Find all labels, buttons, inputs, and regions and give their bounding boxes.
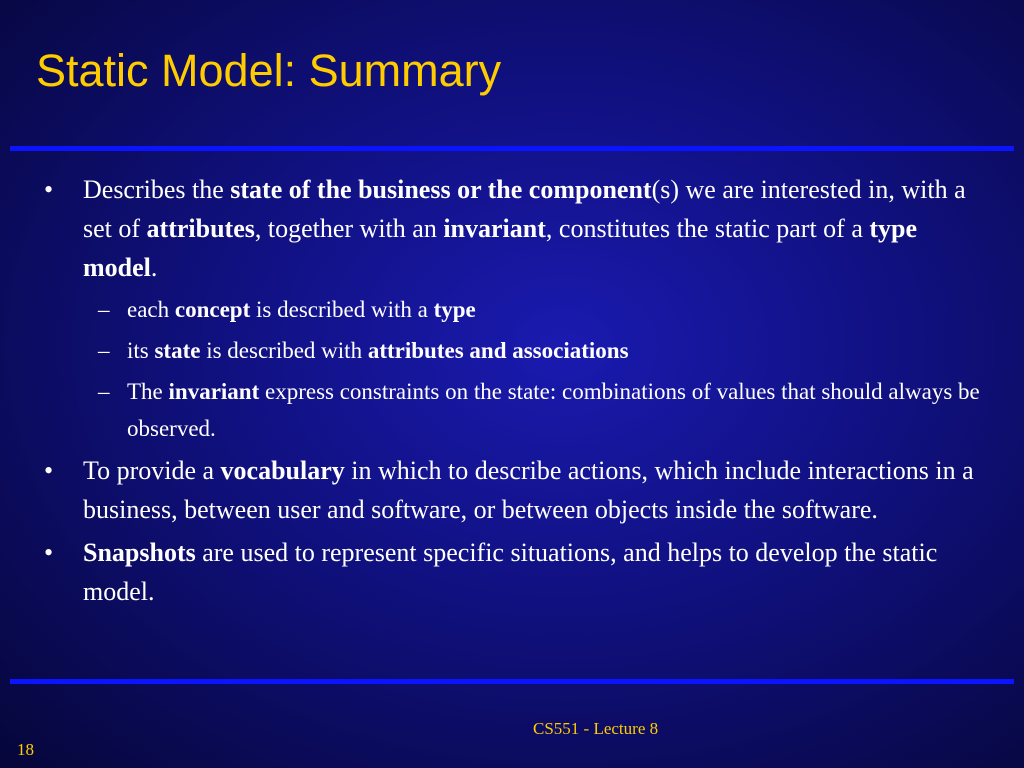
text: The [127, 379, 169, 404]
bullet-1 [40, 170, 995, 287]
text: , constitutes the static part of a [545, 214, 870, 243]
text: . [150, 253, 158, 282]
footer-course: CS551 - Lecture 8 [533, 719, 659, 738]
top-divider [10, 146, 1014, 151]
dash-marker: – [98, 338, 110, 363]
sub-bullet-1 [40, 291, 995, 328]
emphasis: type model [83, 214, 918, 282]
emphasis: concept [174, 297, 251, 322]
text: in which to describe actions, which include interactions in a business, between user and software, or between objects inside the software. [83, 456, 974, 524]
bullet-marker: • [44, 456, 54, 485]
emphasis: type [433, 297, 476, 322]
emphasis: Snapshots [83, 538, 196, 567]
dash-marker: – [98, 379, 110, 404]
slide-body [40, 170, 995, 615]
emphasis: vocabulary [220, 456, 345, 485]
emphasis: attributes [146, 214, 255, 243]
text: (s) we are interested in, with a set of [83, 175, 966, 243]
bullet-2 [40, 451, 995, 529]
text: , together with an [254, 214, 444, 243]
bottom-divider [10, 679, 1014, 684]
bullet-marker: • [44, 538, 54, 567]
text: each [127, 297, 175, 322]
emphasis: attributes and associations [367, 338, 629, 363]
text: Describes the [83, 175, 231, 204]
text: is described with [200, 338, 368, 363]
page-number: 18 [17, 740, 34, 759]
slide-title: Static Model: Summary [36, 45, 502, 96]
emphasis: invariant [443, 214, 546, 243]
text: express constraints on the state: combinations of values that should always be observed. [127, 379, 980, 441]
bullet-marker: • [44, 175, 54, 204]
text: To provide a [83, 456, 221, 485]
emphasis: invariant [168, 379, 260, 404]
sub-bullet-2 [40, 332, 995, 369]
sub-bullet-3 [40, 373, 995, 447]
text: are used to represent specific situations, and helps to develop the static model. [83, 538, 938, 606]
text: is described with a [250, 297, 434, 322]
emphasis: state [154, 338, 201, 363]
bullet-3 [40, 533, 995, 611]
text: its [127, 338, 155, 363]
dash-marker: – [98, 297, 110, 322]
emphasis: state of the business or the component [230, 175, 652, 204]
